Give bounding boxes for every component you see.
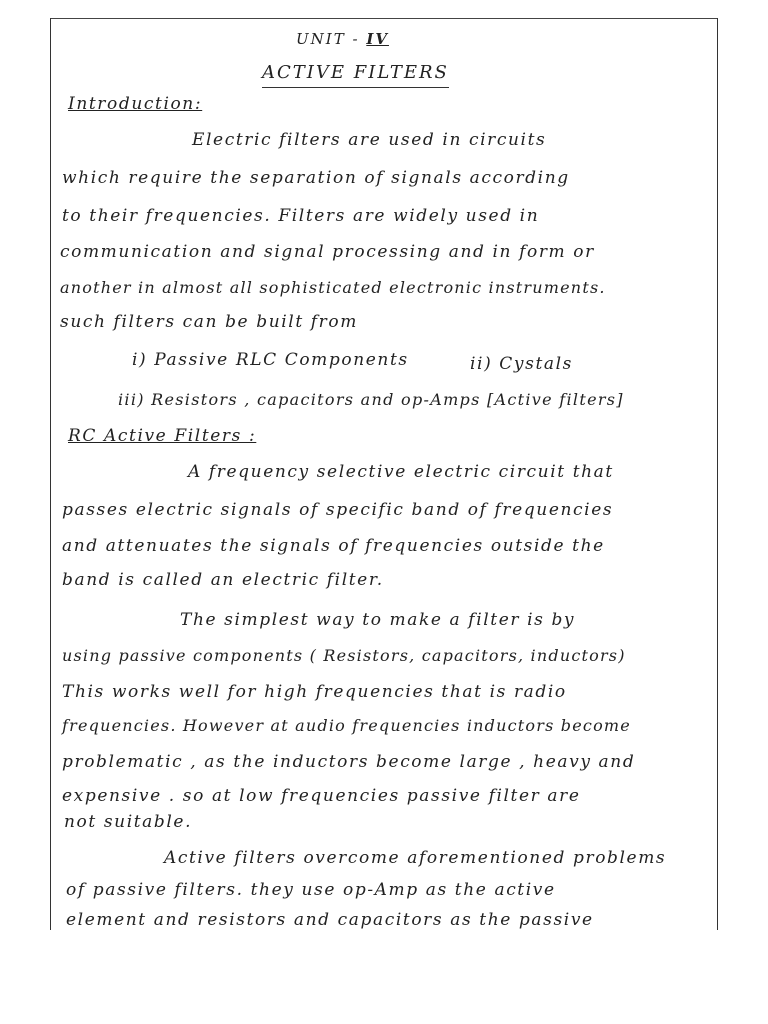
unit-prefix: UNIT - xyxy=(296,30,367,48)
list-item-1: i) Passive RLC Components xyxy=(132,350,409,370)
right-margin-line xyxy=(717,18,718,930)
active-line-3: element and resistors and capacitors as the passive xyxy=(66,910,594,930)
intro-line-1: Electric filters are used in circuits xyxy=(192,130,547,150)
rc-heading: RC Active Filters : xyxy=(68,426,257,446)
page-title: ACTIVE FILTERS xyxy=(262,62,449,88)
left-margin-line xyxy=(50,18,51,930)
intro-line-5: another in almost all sophisticated electronic instruments. xyxy=(60,278,606,297)
intro-line-4: communication and signal processing and in form or xyxy=(60,242,595,262)
rc-line-1: A frequency selective electric circuit that xyxy=(188,462,614,482)
list-item-2: ii) Cystals xyxy=(470,354,573,374)
intro-heading: Introduction: xyxy=(68,94,203,114)
rc-line-2: passes electric signals of specific band of frequencies xyxy=(62,500,614,520)
rc-line-4: band is called an electric filter. xyxy=(62,570,384,590)
simplest-line-4: frequencies. However at audio frequencies inductors become xyxy=(62,716,631,735)
intro-line-6: such filters can be built from xyxy=(60,312,358,332)
intro-line-2: which require the separation of signals according xyxy=(62,168,570,188)
simplest-line-7: not suitable. xyxy=(64,812,193,832)
simplest-line-5: problematic , as the inductors become large , heavy and xyxy=(62,752,636,772)
unit-number: IV xyxy=(366,30,389,48)
list-item-3: iii) Resistors , capacitors and op-Amps [Active filters] xyxy=(118,390,624,409)
active-line-2: of passive filters. they use op-Amp as the active xyxy=(66,880,556,900)
simplest-line-2: using passive components ( Resistors, capacitors, inductors) xyxy=(62,646,626,665)
simplest-line-3: This works well for high frequencies that is radio xyxy=(62,682,567,702)
intro-line-3: to their frequencies. Filters are widely used in xyxy=(62,206,540,226)
simplest-line-1: The simplest way to make a filter is by xyxy=(180,610,576,630)
active-line-1: Active filters overcome aforementioned problems xyxy=(164,848,667,868)
simplest-line-6: expensive . so at low frequencies passive filter are xyxy=(62,786,581,806)
rc-line-3: and attenuates the signals of frequencies outside the xyxy=(62,536,605,556)
unit-label xyxy=(296,30,389,48)
